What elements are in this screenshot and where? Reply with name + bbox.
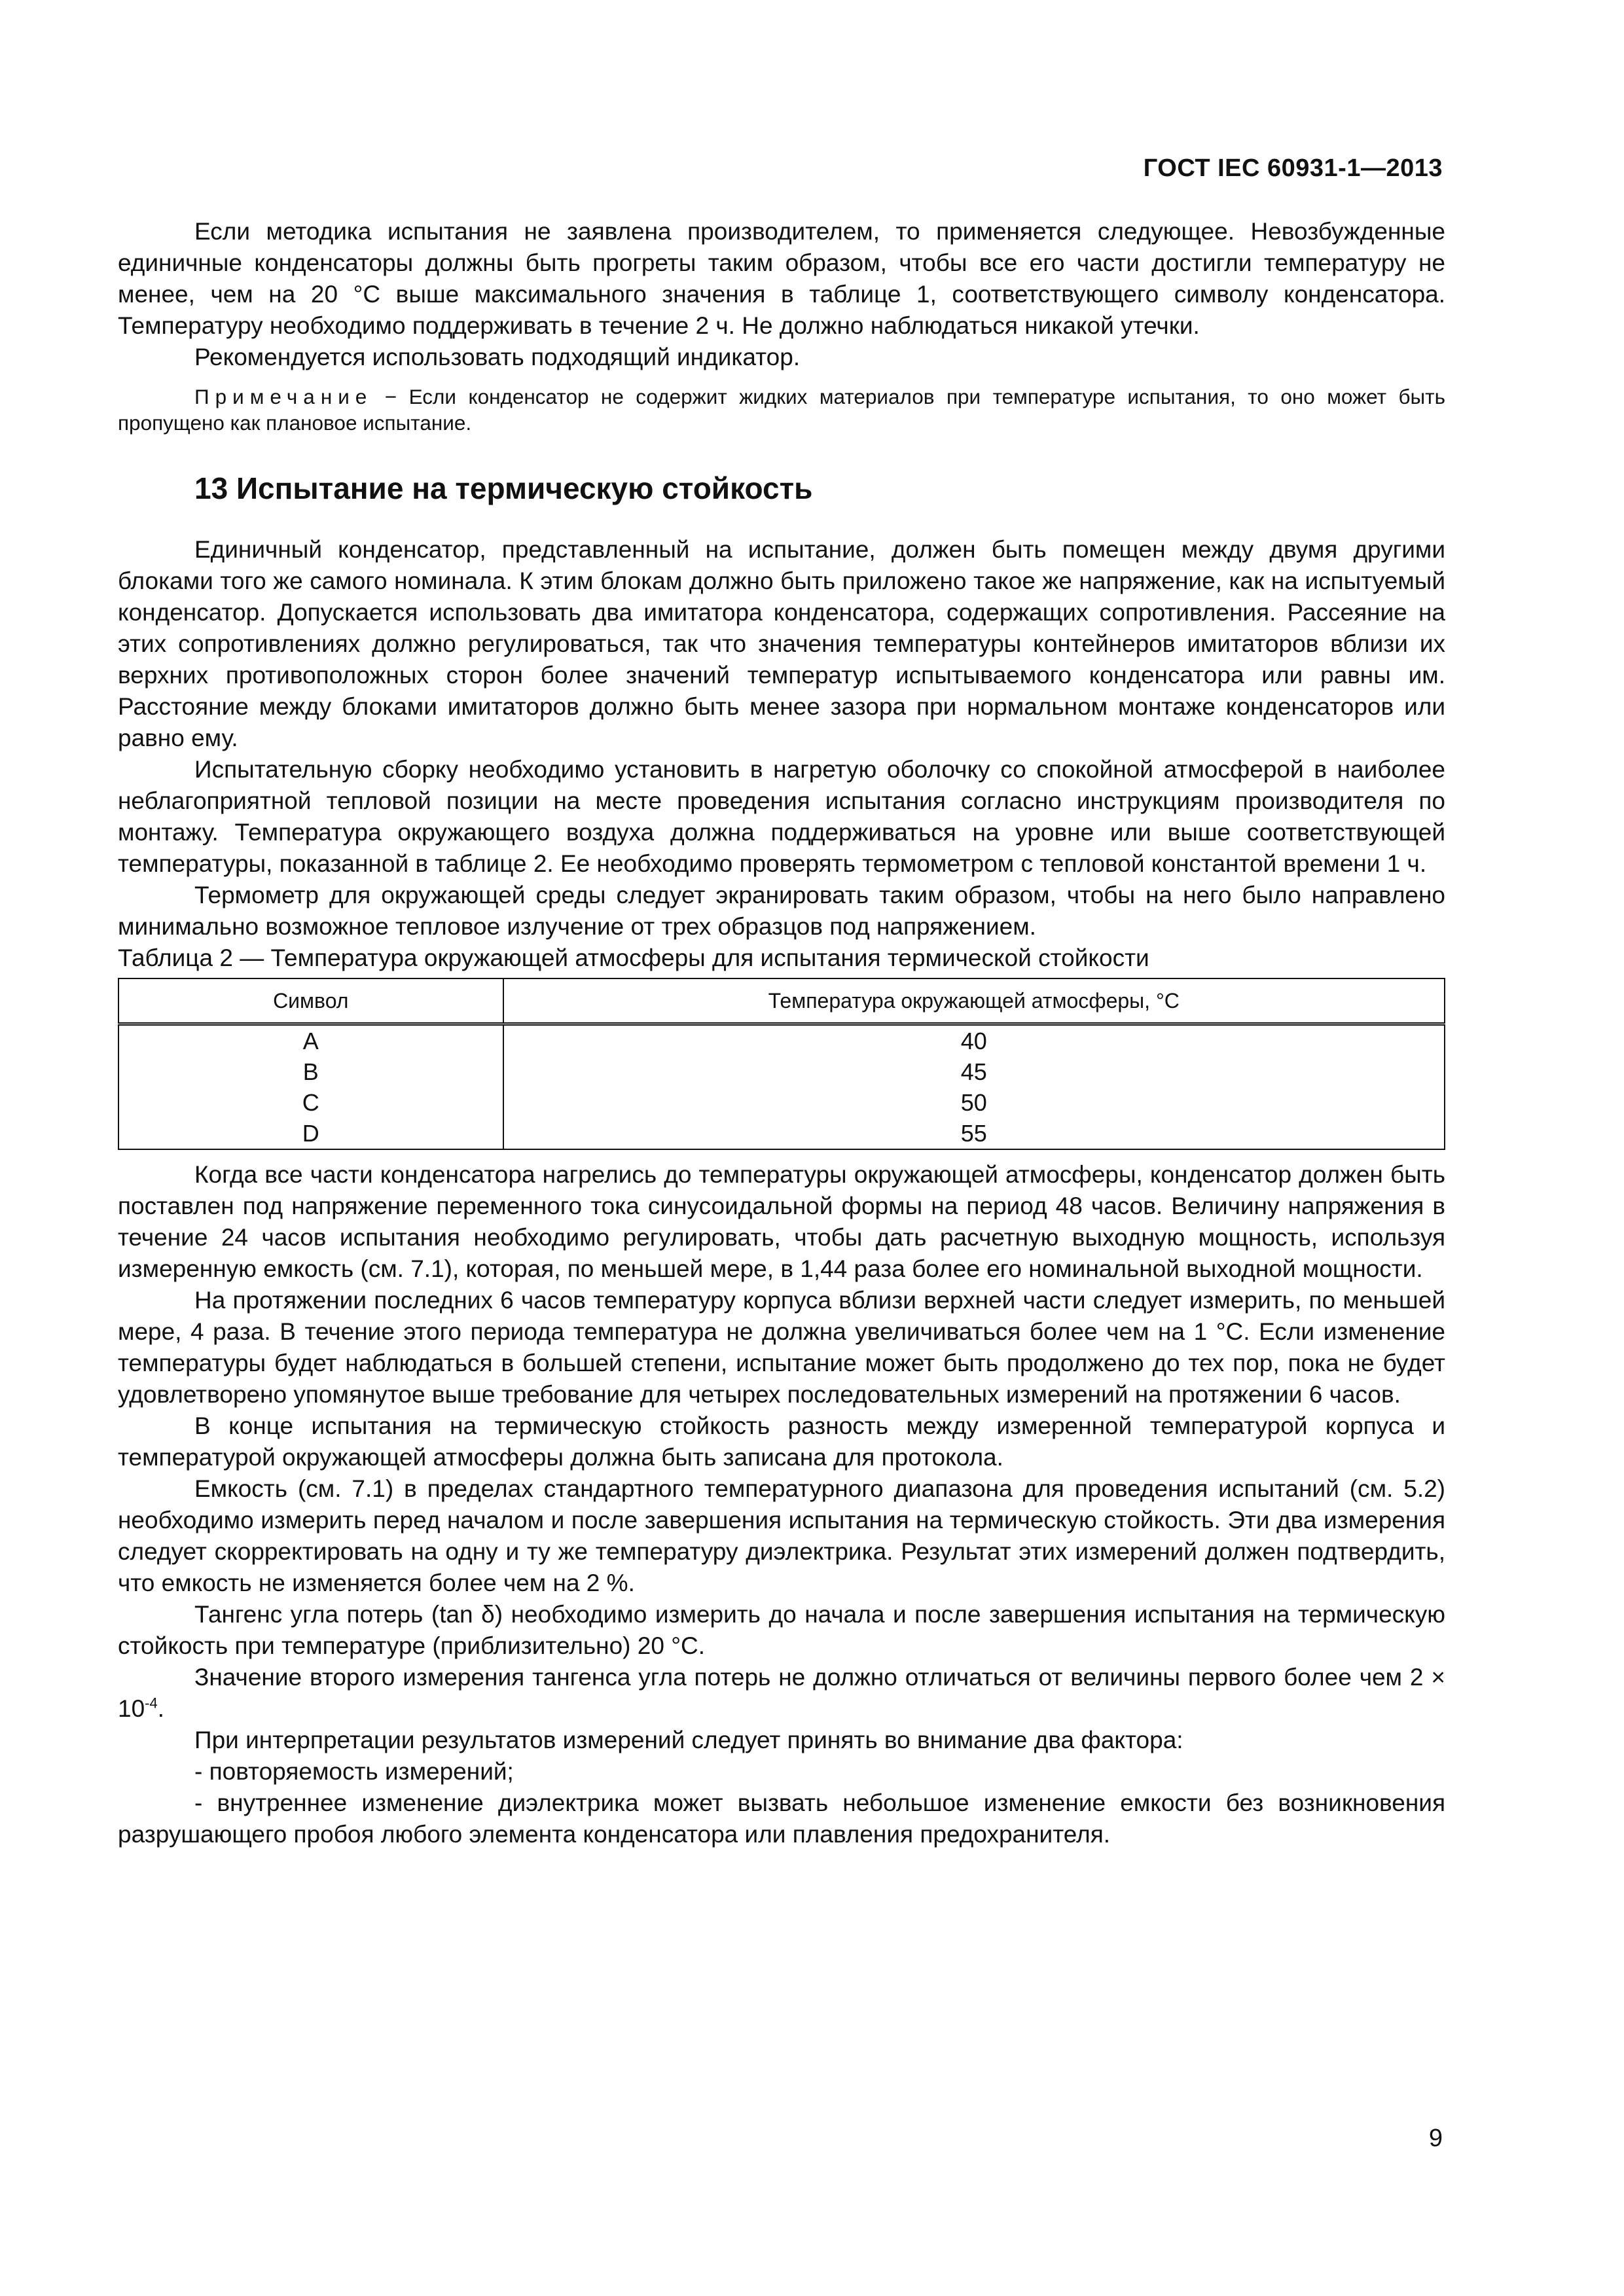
list-item: - повторяемость измерений;: [194, 1758, 514, 1785]
note: [118, 384, 1445, 436]
table-header-symbol: Символ: [118, 978, 503, 1024]
section-paragraph-1: Единичный конденсатор, представленный на испытание, должен быть помещен между двумя другими блоками того же самого номинала. К этим блокам должно быть приложено такое же напряжение, как на испытуемый конденсатор. Допускается использовать два имитатора конденсатора, содержащих сопротивления. Рассеяние на этих сопротивлениях должно регулироваться, так что значения температуры контейнеров имитаторов вблизи их верхних противоположных сторон более значений температур испытываемого конденсатора или равны им. Расстояние между блоками имитаторов должно быть менее зазора при нормальном монтаже конденсаторов или равно ему.: [118, 536, 1445, 751]
table-cell-temperature: 55: [503, 1118, 1445, 1149]
table-row: [118, 1056, 1445, 1087]
section-paragraph-3: Термометр для окружающей среды следует экранировать таким образом, чтобы на него было направлено минимально возможное тепловое излучение от трех образцов под напряжением.: [118, 882, 1445, 940]
after-paragraph-3: В конце испытания на термическую стойкость разность между измеренной температурой корпуса и температурой окружающей атмосферы должна быть записана для протокола.: [118, 1412, 1445, 1471]
after-paragraph-6-text: Значение второго измерения тангенса угла потерь не должно отличаться от величины первого более чем 2 × 10: [118, 1664, 1445, 1722]
note-text: − Если конденсатор не содержит жидких материалов при температуре испытания, то оно может быть пропущено как плановое испытание.: [118, 385, 1445, 435]
temperature-table: [118, 978, 1445, 1150]
after-paragraph-7: При интерпретации результатов измерений следует принять во внимание два фактора:: [194, 1727, 1183, 1753]
intro-paragraph-2: Рекомендуется использовать подходящий индикатор.: [194, 344, 801, 370]
page-number: 9: [1428, 2125, 1443, 2152]
table-cell-temperature: 50: [503, 1087, 1445, 1118]
note-label: Примечание: [194, 385, 373, 408]
section-paragraph-2: Испытательную сборку необходимо установить в нагретую оболочку со спокойной атмосферой в наиболее неблагоприятной тепловой позиции на месте проведения испытания согласно инструкциям производителя по монтажу. Температура окружающего воздуха должна поддерживаться на уровне или выше соответствующей температуры, показанной в таблице 2. Ее необходимо проверять термометром с тепловой константой времени 1 ч.: [118, 756, 1445, 877]
table-row: [118, 1118, 1445, 1149]
table-cell-symbol: A: [118, 1024, 503, 1057]
after-paragraph-1: Когда все части конденсатора нагрелись до температуры окружающей атмосферы, конденсатор должен быть поставлен под напряжение переменного тока синусоидальной формы на период 48 часов. Величину напряжения в течение 24 часов испытания необходимо регулировать, чтобы дать расчетную выходную мощность, используя измеренную емкость (см. 7.1), которая, по меньшей мере, в 1,44 раза более его номинальной выходной мощности.: [118, 1161, 1445, 1282]
table-cell-temperature: 40: [503, 1024, 1445, 1057]
page-content: [118, 216, 1445, 1850]
list-item: - внутреннее изменение диэлектрика может вызвать небольшое изменение емкости без возникновения разрушающего пробоя любого элемента конденсатора или плавления предохранителя.: [118, 1789, 1445, 1848]
table-row: [118, 1024, 1445, 1057]
table-cell-temperature: 45: [503, 1056, 1445, 1087]
after-paragraph-6: [118, 1662, 1445, 1725]
table-caption: Таблица 2 — Температура окружающей атмосферы для испытания термической стойкости: [118, 944, 1149, 971]
table-row: [118, 1087, 1445, 1118]
table-header-temperature: Температура окружающей атмосферы, °С: [503, 978, 1445, 1024]
table-cell-symbol: D: [118, 1118, 503, 1149]
table-header-row: [118, 978, 1445, 1024]
after-paragraph-4: Емкость (см. 7.1) в пределах стандартного температурного диапазона для проведения испытаний (см. 5.2) необходимо измерить перед началом и после завершения испытания на термическую стойкость. Эти два измерения следует скорректировать на одну и ту же температуру диэлектрика. Результат этих измерений должен подтвердить, что емкость не изменяется более чем на 2 %.: [118, 1475, 1445, 1596]
after-paragraph-6-end: .: [157, 1695, 164, 1722]
table-cell-symbol: C: [118, 1087, 503, 1118]
after-paragraph-5: Тангенс угла потерь (tan δ) необходимо измерить до начала и после завершения испытания на термическую стойкость при температуре (приблизительно) 20 °С.: [118, 1601, 1445, 1659]
intro-paragraph-1: Если методика испытания не заявлена производителем, то применяется следующее. Невозбужденные единичные конденсаторы должны быть прогреты таким образом, чтобы все его части достигли температуру не менее, чем на 20 °С выше максимального значения в таблице 1, соответствующего символу конденсатора. Температуру необходимо поддерживать в течение 2 ч. Не должно наблюдаться никакой утечки.: [118, 218, 1445, 339]
after-paragraph-2: На протяжении последних 6 часов температуру корпуса вблизи верхней части следует измерить, по меньшей мере, 4 раза. В течение этого периода температура не должна увеличиваться более чем на 1 °С. Если изменение температуры будет наблюдаться в большей степени, испытание может быть продолжено до тех пор, пока не будет удовлетворено упомянутое выше требование для четырех последовательных измерений на протяжении 6 часов.: [118, 1287, 1445, 1408]
document-id-header: ГОСТ IEC 60931-1—2013: [1143, 154, 1443, 182]
table-cell-symbol: B: [118, 1056, 503, 1087]
section-title: 13 Испытание на термическую стойкость: [194, 471, 813, 505]
exponent: -4: [145, 1695, 158, 1712]
